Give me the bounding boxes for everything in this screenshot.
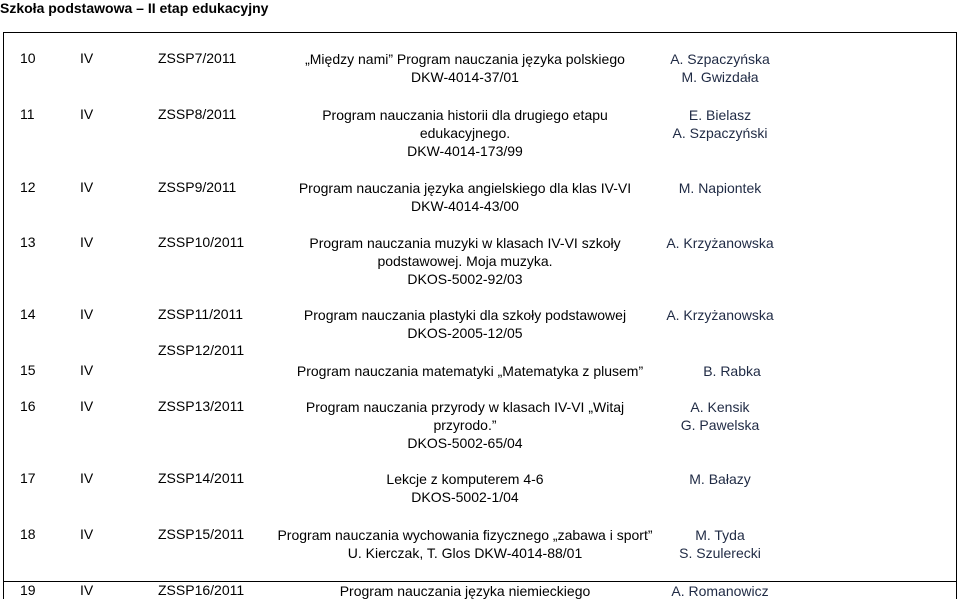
row-program [265, 398, 665, 452]
program-line: Program nauczania plastyki dla szkoły podstawowej [303, 307, 627, 323]
row-class: IV [80, 179, 94, 195]
program-line: DKOS-5002-92/03 [407, 271, 523, 287]
program-line: DKOS-2005-12/05 [407, 325, 523, 341]
row-code: ZSSP14/2011 [158, 470, 245, 486]
author-name: M. Napiontek [678, 180, 762, 196]
row-class: IV [80, 398, 94, 414]
program-line: edukacyjnego. [419, 125, 511, 141]
row-class: IV [80, 106, 94, 122]
row-code: ZSSP8/2011 [158, 106, 237, 122]
row-number: 17 [20, 470, 36, 486]
program-line: DKW-4014-173/99 [407, 143, 523, 159]
row-number: 14 [20, 306, 36, 322]
author-name: A. Romanowicz [671, 583, 769, 599]
row-class: IV [80, 362, 94, 378]
page-title: Szkoła podstawowa – II etap edukacyjny [0, 0, 269, 16]
row-number: 18 [20, 526, 36, 542]
row-number: 12 [20, 179, 36, 195]
author-name: A. Kensik [690, 399, 750, 415]
row-class: IV [80, 50, 94, 66]
row-authors [640, 106, 800, 142]
program-line: DKOS-5002-1/04 [411, 489, 519, 505]
row-authors [652, 362, 812, 380]
row-code: ZSSP12/2011 [158, 342, 245, 358]
row-program [265, 582, 665, 600]
author-name: A. Krzyżanowska [666, 235, 774, 251]
author-name: G. Pawelska [680, 417, 760, 433]
row-number: 15 [20, 362, 36, 378]
program-line: Program nauczania wychowania fizycznego „zabawa i sport” [277, 527, 653, 543]
program-line: U. Kierczak, T. Glos DKW-4014-88/01 [347, 545, 583, 561]
row-program [255, 526, 675, 562]
row-code: ZSSP7/2011 [158, 50, 237, 66]
program-line: Program nauczania matematyki „Matematyka z plusem” [296, 363, 644, 379]
row-program [265, 306, 665, 342]
program-line: „Między nami” Program nauczania języka polskiego [305, 51, 625, 67]
row-program [265, 179, 665, 215]
row-number: 19 [20, 582, 36, 598]
row-authors [640, 306, 800, 324]
author-name: B. Rabka [703, 363, 761, 379]
row-program [265, 234, 665, 288]
row-class: IV [80, 306, 94, 322]
program-line: Program nauczania języka niemieckiego [339, 583, 591, 599]
row-authors [640, 526, 800, 562]
row-class: IV [80, 234, 94, 250]
row-code: ZSSP11/2011 [158, 306, 244, 322]
program-line: podstawowej. Moja muzyka. [377, 253, 553, 269]
author-name: A. Krzyżanowska [666, 307, 774, 323]
program-line: Program nauczania języka angielskiego dla klas IV-VI [298, 180, 632, 196]
program-line: Program nauczania muzyki w klasach IV-VI szkoły [309, 235, 621, 251]
row-number: 16 [20, 398, 36, 414]
row-authors [640, 582, 800, 600]
program-line: Program nauczania historii dla drugiego etapu [322, 107, 608, 123]
row-class: IV [80, 526, 94, 542]
program-line: DKOS-5002-65/04 [407, 435, 523, 451]
table-divider [3, 32, 957, 33]
row-number: 11 [20, 106, 35, 122]
program-line: Program nauczania przyrody w klasach IV-VI „Witaj [305, 399, 625, 415]
program-line: DKW-4014-43/00 [411, 198, 519, 214]
author-name: S. Szulerecki [679, 545, 761, 561]
row-program [265, 106, 665, 160]
row-code: ZSSP9/2011 [158, 179, 237, 195]
row-class: IV [80, 470, 94, 486]
author-name: A. Szpaczyński [672, 125, 768, 141]
row-program [260, 362, 680, 380]
program-line: DKW-4014-37/01 [411, 69, 519, 85]
row-authors [640, 179, 800, 197]
author-name: M. Bałazy [689, 471, 751, 487]
row-authors [640, 50, 800, 86]
row-authors [640, 234, 800, 252]
row-code: ZSSP16/2011 [158, 582, 245, 598]
row-program [265, 50, 665, 86]
row-code: ZSSP15/2011 [158, 526, 245, 542]
row-number: 10 [20, 50, 36, 66]
program-line: Lekcje z komputerem 4-6 [386, 471, 544, 487]
row-class: IV [80, 582, 94, 598]
row-program [265, 470, 665, 506]
author-name: M. Gwizdała [681, 69, 759, 85]
author-name: M. Tyda [695, 527, 745, 543]
row-code: ZSSP13/2011 [158, 398, 245, 414]
program-line: przyrodo.” [433, 417, 497, 433]
row-authors [640, 398, 800, 434]
row-authors [640, 470, 800, 488]
row-code: ZSSP10/2011 [158, 234, 245, 250]
author-name: A. Szpaczyńska [670, 51, 770, 67]
row-number: 13 [20, 234, 36, 250]
author-name: E. Bielasz [688, 107, 752, 123]
